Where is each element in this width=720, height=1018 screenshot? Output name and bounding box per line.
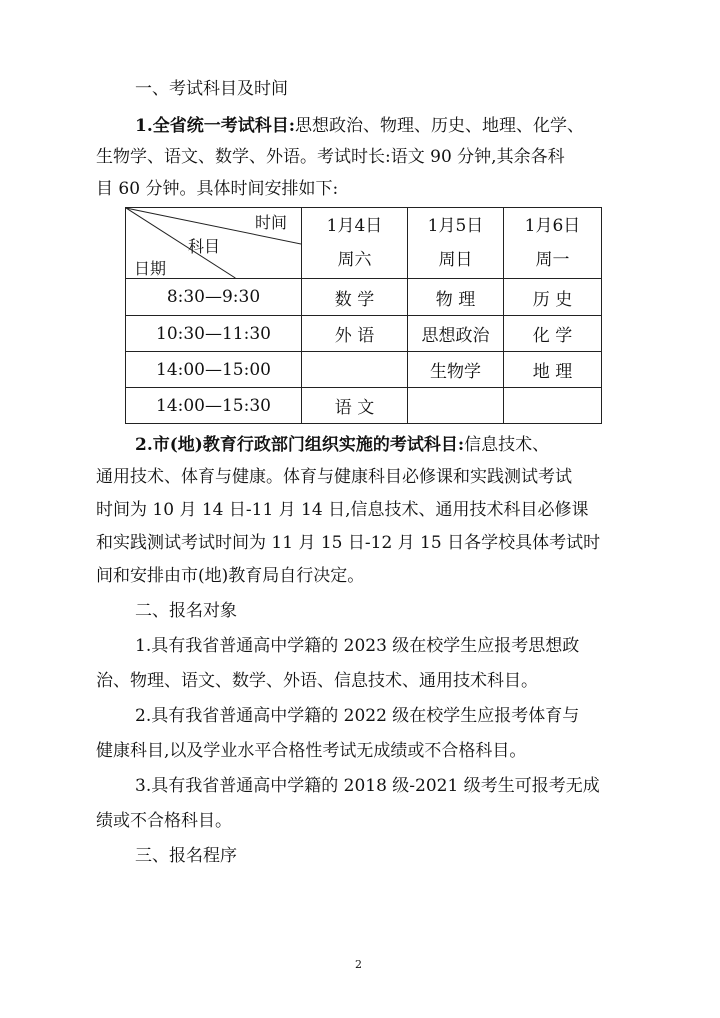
subject-cell [504,388,602,424]
time-cell: 10:30—11:30 [126,316,302,352]
item2-line1-rest: 信息技术、 [464,435,550,455]
section2-heading: 二、报名对象 [135,601,237,621]
item2-line5: 间和安排由市(地)教育局自行决定。 [96,566,365,586]
table-row [126,352,602,388]
section2-p2-line1: 2.具有我省普通高中学籍的 2022 级在校学生应报考体育与 [135,706,580,726]
subject-cell: 外 语 [302,316,408,352]
subject-cell: 物 理 [408,279,504,316]
subject-cell [302,352,408,388]
item1-line3: 目 60 分钟。具体时间安排如下: [96,179,339,199]
section2-p2-line2: 健康科目,以及学业水平合格性考试无成绩或不合格科目。 [96,741,527,761]
subject-cell: 数 学 [302,279,408,316]
table-row [126,388,602,424]
item2-line2: 通用技术、体育与健康。体育与健康科目必修课和实践测试考试 [96,467,572,487]
item1-line1 [135,115,720,137]
subject-cell: 化 学 [504,316,602,352]
section3-heading: 三、报名程序 [135,846,237,866]
diagonal-header-cell [126,208,302,279]
subject-cell [408,388,504,424]
item1-line1-rest: 思想政治、物理、历史、地理、化学、 [295,116,585,136]
table-header-row [126,208,602,279]
section2-p1-line2: 治、物理、语文、数学、外语、信息技术、通用技术科目。 [96,671,538,691]
table-row [126,279,602,316]
weekday-label: 周一 [535,250,570,270]
time-cell: 14:00—15:00 [126,352,302,388]
subject-cell: 生物学 [408,352,504,388]
section2-p1-line1: 1.具有我省普通高中学籍的 2023 级在校学生应报考思想政 [135,636,580,656]
header-label-date: 日期 [134,259,167,278]
item2-line1 [135,434,720,456]
item2-line4: 和实践测试考试时间为 11 月 15 日-12 月 15 日各学校具体考试时 [96,533,601,553]
table-row [126,316,602,352]
item2-line3: 时间为 10 月 14 日-11 月 14 日,信息技术、通用技术科目必修课 [96,500,589,520]
subject-cell: 思想政治 [408,316,504,352]
item1-line2: 生物学、语文、数学、外语。考试时长:语文 90 分钟,其余各科 [96,147,565,167]
date-label: 1月4日 [326,216,383,236]
item2-title: 2.市(地)教育行政部门组织实施的考试科目: [135,435,465,455]
weekday-label: 周日 [438,250,473,270]
subject-cell: 历 史 [504,279,602,316]
page-number: 2 [355,958,362,971]
date-header-3 [504,208,602,279]
item1-title: 1.全省统一考试科目: [135,116,296,136]
header-label-subject: 科目 [188,237,221,256]
header-label-time: 时间 [254,213,287,232]
subject-cell: 地 理 [504,352,602,388]
date-header-2 [408,208,504,279]
date-header-1 [302,208,408,279]
subject-cell: 语 文 [302,388,408,424]
section1-heading: 一、考试科目及时间 [135,79,288,99]
date-label: 1月5日 [427,216,484,236]
time-cell: 14:00—15:30 [126,388,302,424]
section2-p3-line2: 绩或不合格科目。 [96,811,232,831]
weekday-label: 周六 [337,250,372,270]
date-label: 1月6日 [524,216,581,236]
time-cell: 8:30—9:30 [126,279,302,316]
schedule-table [125,207,602,424]
section2-p3-line1: 3.具有我省普通高中学籍的 2018 级-2021 级考生可报考无成 [135,776,600,796]
